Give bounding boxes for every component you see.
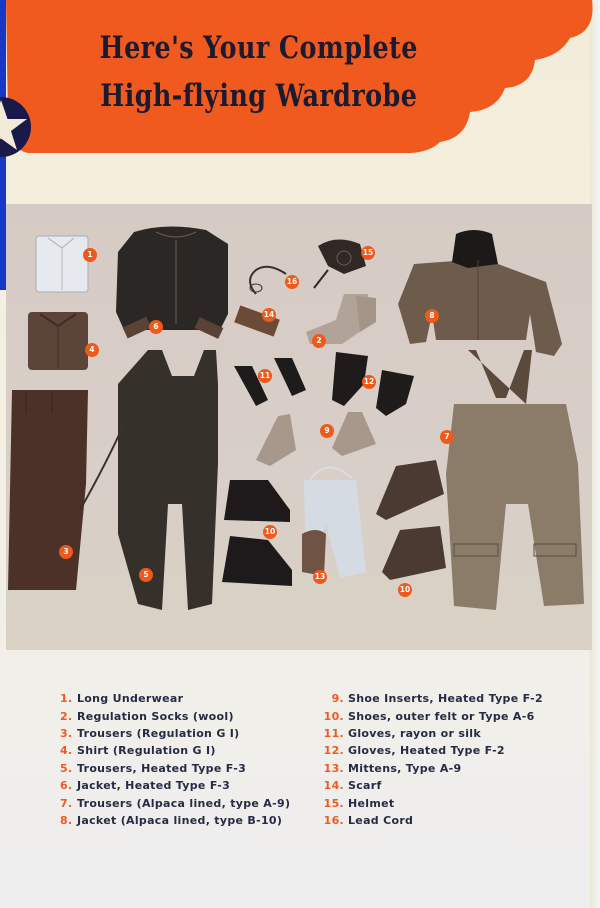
gi-trousers-icon: [8, 390, 88, 590]
wardrobe-illustration: [6, 204, 592, 650]
badge-felt-shoes: 10: [263, 525, 277, 539]
badge-mittens: 13: [313, 570, 327, 584]
helmet-icon: [314, 239, 366, 288]
wardrobe-photo: [6, 204, 592, 650]
wardrobe-legend: [60, 690, 580, 829]
badge-heated-gloves: 12: [362, 375, 376, 389]
mittens-icon: [302, 467, 366, 578]
badge-a6-shoes: 10: [398, 583, 412, 597]
legend-item: 12. Gloves, Heated Type F-2: [323, 744, 505, 758]
legend-item: 8. Jacket (Alpaca lined, type B-10): [60, 813, 283, 827]
title-banner: [0, 0, 600, 160]
shoe-inserts-icon: [256, 412, 376, 466]
badge-rayon-gloves: 11: [258, 369, 272, 383]
page-title: [46, 24, 472, 120]
shirt-icon: [28, 312, 88, 370]
star-roundel-icon: [0, 96, 32, 158]
legend-column-right: [316, 690, 543, 829]
legend-item: 6. Jacket, Heated Type F-3: [60, 779, 231, 793]
legend-item: 2. Regulation Socks (wool): [60, 709, 234, 723]
legend-item: 4. Shirt (Regulation G I): [60, 744, 216, 758]
legend-item: 9. Shoe Inserts, Heated Type F-2: [331, 692, 543, 706]
felt-shoes-icon: [222, 480, 292, 586]
legend-item: 7. Trousers (Alpaca lined, type A-9): [60, 796, 291, 810]
badge-heated-jacket: 6: [149, 320, 163, 334]
alpaca-jacket-icon: [398, 230, 562, 356]
legend-column-left: [60, 690, 322, 829]
legend-item: 5. Trousers, Heated Type F-3: [60, 761, 247, 775]
badge-heated-trousers: 5: [139, 568, 153, 582]
legend-item: 15. Helmet: [323, 796, 395, 810]
legend-item: 3. Trousers (Regulation G I): [60, 726, 240, 740]
badge-helmet: 15: [361, 246, 375, 260]
title-line-2: High-flying Wardrobe: [100, 78, 418, 114]
badge-long-underwear: 1: [83, 248, 97, 262]
badge-socks: 2: [312, 334, 326, 348]
legend-item: 14. Scarf: [323, 779, 382, 793]
badge-alpaca-trousers: 7: [440, 430, 454, 444]
legend-item: 10. Shoes, outer felt or Type A-6: [323, 709, 535, 723]
badge-alpaca-jacket: 8: [425, 309, 439, 323]
rayon-gloves-icon: [234, 358, 306, 406]
legend-item: 1. Long Underwear: [60, 692, 184, 706]
lead-cord-icon: [250, 267, 286, 294]
long-underwear-icon: [36, 236, 88, 292]
legend-item: 16. Lead Cord: [323, 813, 414, 827]
legend-item: 11. Gloves, rayon or silk: [323, 726, 481, 740]
badge-shirt: 4: [85, 343, 99, 357]
a6-shoes-icon: [376, 460, 446, 580]
alpaca-trousers-icon: [446, 350, 584, 610]
badge-shoe-inserts: 9: [320, 424, 334, 438]
legend-item: 13. Mittens, Type A-9: [323, 761, 462, 775]
badge-scarf: 14: [262, 308, 276, 322]
badge-lead-cord: 16: [285, 275, 299, 289]
title-line-1: Here's Your Complete: [99, 30, 418, 66]
badge-gi-trousers: 3: [59, 545, 73, 559]
heated-jacket-icon: [116, 226, 228, 338]
